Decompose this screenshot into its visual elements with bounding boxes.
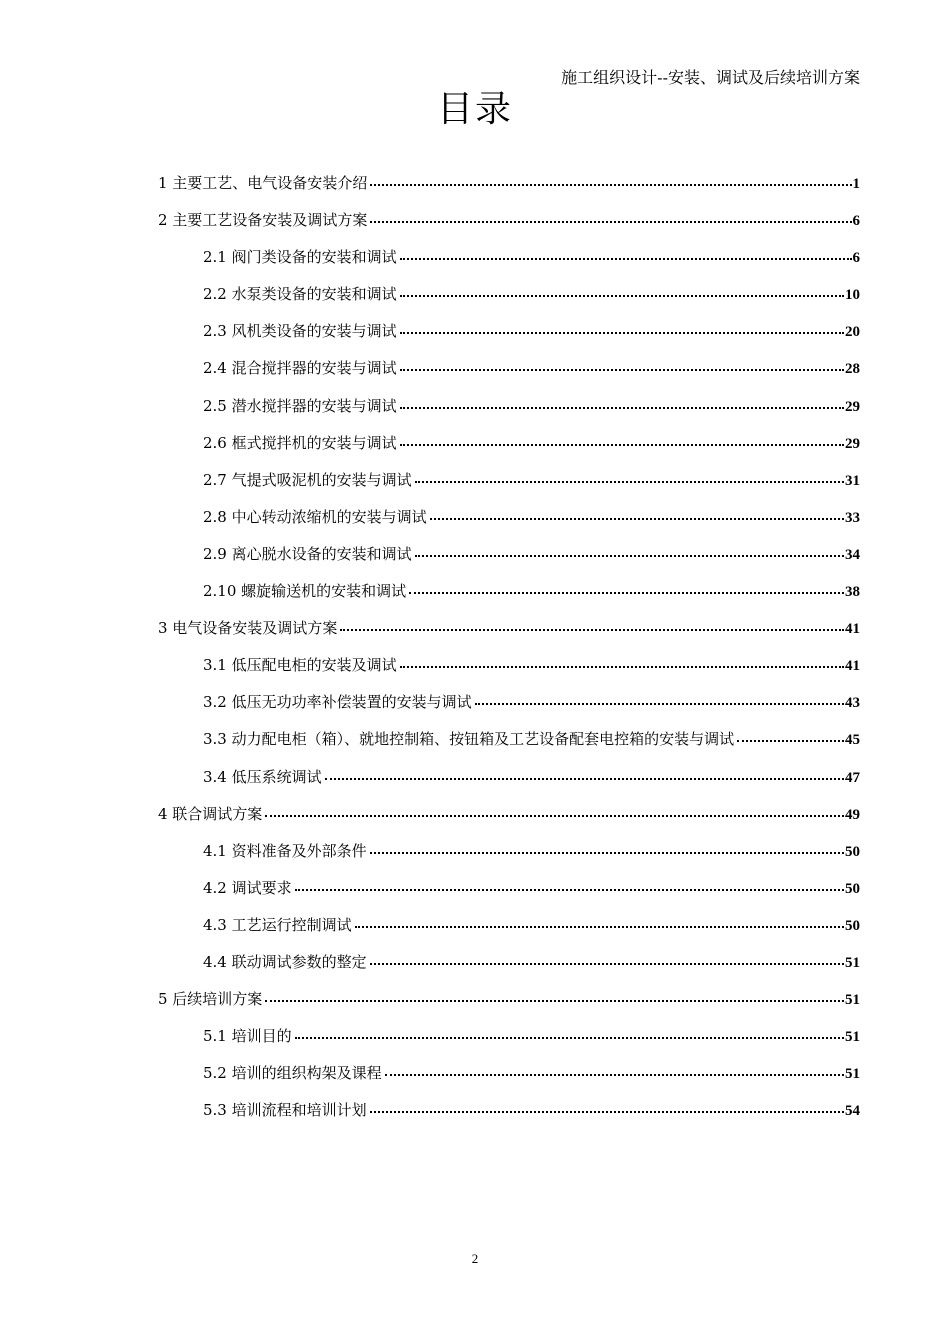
- toc-entry-label: 2 主要工艺设备安装及调试方案: [158, 211, 368, 230]
- toc-entry-page: 29: [845, 398, 860, 415]
- toc-entry[interactable]: [158, 543, 860, 580]
- toc-entry-page: 33: [845, 509, 860, 526]
- toc-entry-page: 6: [852, 213, 860, 230]
- toc-entry[interactable]: [158, 877, 860, 914]
- toc-entry[interactable]: [158, 357, 860, 394]
- toc-entry-page: 20: [845, 324, 860, 341]
- toc-entry-page: 38: [845, 584, 860, 601]
- toc-dot-leader: [325, 775, 844, 780]
- toc-entry[interactable]: [158, 1099, 860, 1136]
- toc-dot-leader: [385, 1071, 844, 1076]
- table-of-contents: [158, 172, 860, 1136]
- toc-entry-page: 10: [845, 287, 860, 304]
- toc-entry[interactable]: [158, 766, 860, 803]
- toc-entry[interactable]: [158, 320, 860, 357]
- toc-dot-leader: [415, 478, 844, 483]
- toc-entry[interactable]: [158, 172, 860, 209]
- toc-entry-label: 4 联合调试方案: [158, 804, 263, 823]
- toc-entry-label: 1 主要工艺、电气设备安装介绍: [158, 174, 368, 192]
- page-header: 施工组织设计--安装、调试及后续培训方案: [561, 68, 860, 87]
- page-number: 2: [471, 1251, 479, 1266]
- toc-entry[interactable]: [158, 914, 860, 951]
- toc-dot-leader: [370, 218, 851, 223]
- toc-entry-label: 3.1 低压配电柜的安装及调试: [203, 656, 397, 675]
- toc-entry-page: 6: [852, 250, 860, 267]
- toc-entry-label: 2.3 风机类设备的安装与调试: [203, 322, 397, 341]
- toc-entry-label: 5.2 培训的组织构架及课程: [203, 1064, 382, 1083]
- toc-entry-label: 3.2 低压无功功率补偿装置的安装与调试: [203, 693, 472, 712]
- toc-dot-leader: [370, 849, 844, 854]
- toc-entry-label: 2.8 中心转动浓缩机的安装与调试: [203, 507, 427, 526]
- toc-entry[interactable]: [158, 654, 860, 691]
- toc-dot-leader: [415, 552, 844, 557]
- toc-entry-page: 45: [845, 732, 860, 749]
- toc-entry-page: 51: [845, 954, 860, 971]
- toc-entry-page: 51: [845, 1029, 860, 1046]
- toc-entry[interactable]: [158, 209, 860, 246]
- toc-entry[interactable]: [158, 580, 860, 617]
- toc-entry-label: 3.3 动力配电柜（箱）、就地控制箱、按钮箱及工艺设备配套电控箱的安装与调试: [203, 730, 735, 749]
- toc-entry[interactable]: [158, 617, 860, 654]
- toc-dot-leader: [265, 812, 844, 817]
- toc-entry-page: 50: [845, 880, 860, 897]
- toc-entry-page: 49: [845, 806, 860, 823]
- toc-entry-page: 29: [845, 435, 860, 452]
- toc-entry-label: 4.2 调试要求: [203, 878, 292, 897]
- toc-dot-leader: [370, 960, 844, 965]
- toc-dot-leader: [400, 441, 844, 446]
- toc-entry-label: 2.1 阀门类设备的安装和调试: [203, 248, 397, 267]
- toc-entry-page: 54: [845, 1103, 860, 1120]
- toc-dot-leader: [400, 366, 844, 371]
- toc-entry-label: 4.3 工艺运行控制调试: [203, 915, 352, 934]
- toc-entry[interactable]: [158, 432, 860, 469]
- toc-entry[interactable]: [158, 283, 860, 320]
- toc-entry-label: 2.10 螺旋输送机的安装和调试: [203, 582, 407, 601]
- toc-entry-page: 31: [845, 472, 860, 489]
- toc-entry[interactable]: [158, 728, 860, 765]
- toc-entry-page: 34: [845, 546, 860, 563]
- toc-entry-page: 28: [845, 361, 860, 378]
- toc-entry-label: 2.9 离心脱水设备的安装和调试: [203, 544, 412, 563]
- toc-dot-leader: [400, 329, 844, 334]
- page-title: 目录: [436, 89, 513, 130]
- toc-dot-leader: [475, 700, 844, 705]
- toc-dot-leader: [400, 292, 844, 297]
- toc-dot-leader: [409, 589, 844, 594]
- toc-dot-leader: [340, 626, 844, 631]
- toc-dot-leader: [400, 255, 852, 260]
- toc-entry-label: 5 后续培训方案: [158, 990, 263, 1009]
- toc-entry-label: 3 电气设备安装及调试方案: [158, 619, 338, 638]
- toc-entry-page: 50: [845, 917, 860, 934]
- toc-entry-label: 2.7 气提式吸泥机的安装与调试: [203, 470, 412, 489]
- toc-entry-label: 5.1 培训目的: [203, 1027, 292, 1046]
- toc-entry-page: 43: [845, 695, 860, 712]
- toc-dot-leader: [265, 997, 844, 1002]
- toc-entry-label: 5.3 培训流程和培训计划: [203, 1101, 367, 1120]
- toc-entry-label: 2.2 水泵类设备的安装和调试: [203, 285, 397, 304]
- toc-dot-leader: [370, 1108, 844, 1113]
- toc-entry-label: 2.6 框式搅拌机的安装与调试: [203, 433, 397, 452]
- toc-entry[interactable]: [158, 395, 860, 432]
- toc-entry[interactable]: [158, 1025, 860, 1062]
- toc-entry-label: 3.4 低压系统调试: [203, 767, 322, 786]
- toc-entry[interactable]: [158, 840, 860, 877]
- toc-entry-page: 41: [845, 621, 860, 638]
- toc-entry[interactable]: [158, 988, 860, 1025]
- toc-entry-page: 50: [845, 843, 860, 860]
- toc-entry-label: 2.5 潜水搅拌器的安装与调试: [203, 396, 397, 415]
- toc-entry-page: 47: [845, 769, 860, 786]
- toc-dot-leader: [400, 663, 844, 668]
- toc-entry-label: 4.1 资料准备及外部条件: [203, 841, 367, 860]
- toc-entry[interactable]: [158, 1062, 860, 1099]
- toc-entry[interactable]: [158, 469, 860, 506]
- toc-entry-page: 41: [845, 658, 860, 675]
- toc-dot-leader: [355, 923, 844, 928]
- toc-dot-leader: [295, 886, 844, 891]
- toc-dot-leader: [400, 404, 844, 409]
- toc-entry[interactable]: [158, 246, 860, 283]
- toc-entry[interactable]: [158, 691, 860, 728]
- toc-dot-leader: [295, 1034, 844, 1039]
- toc-entry-page: 1: [852, 176, 860, 192]
- toc-entry[interactable]: [158, 951, 860, 988]
- toc-entry-label: 4.4 联动调试参数的整定: [203, 952, 367, 971]
- toc-entry-page: 51: [845, 1066, 860, 1083]
- toc-dot-leader: [737, 737, 844, 742]
- toc-dot-leader: [370, 181, 851, 186]
- toc-entry[interactable]: [158, 506, 860, 543]
- toc-entry-page: 51: [845, 992, 860, 1009]
- toc-entry-label: 2.4 混合搅拌器的安装与调试: [203, 359, 397, 378]
- toc-entry[interactable]: [158, 803, 860, 840]
- toc-dot-leader: [430, 515, 844, 520]
